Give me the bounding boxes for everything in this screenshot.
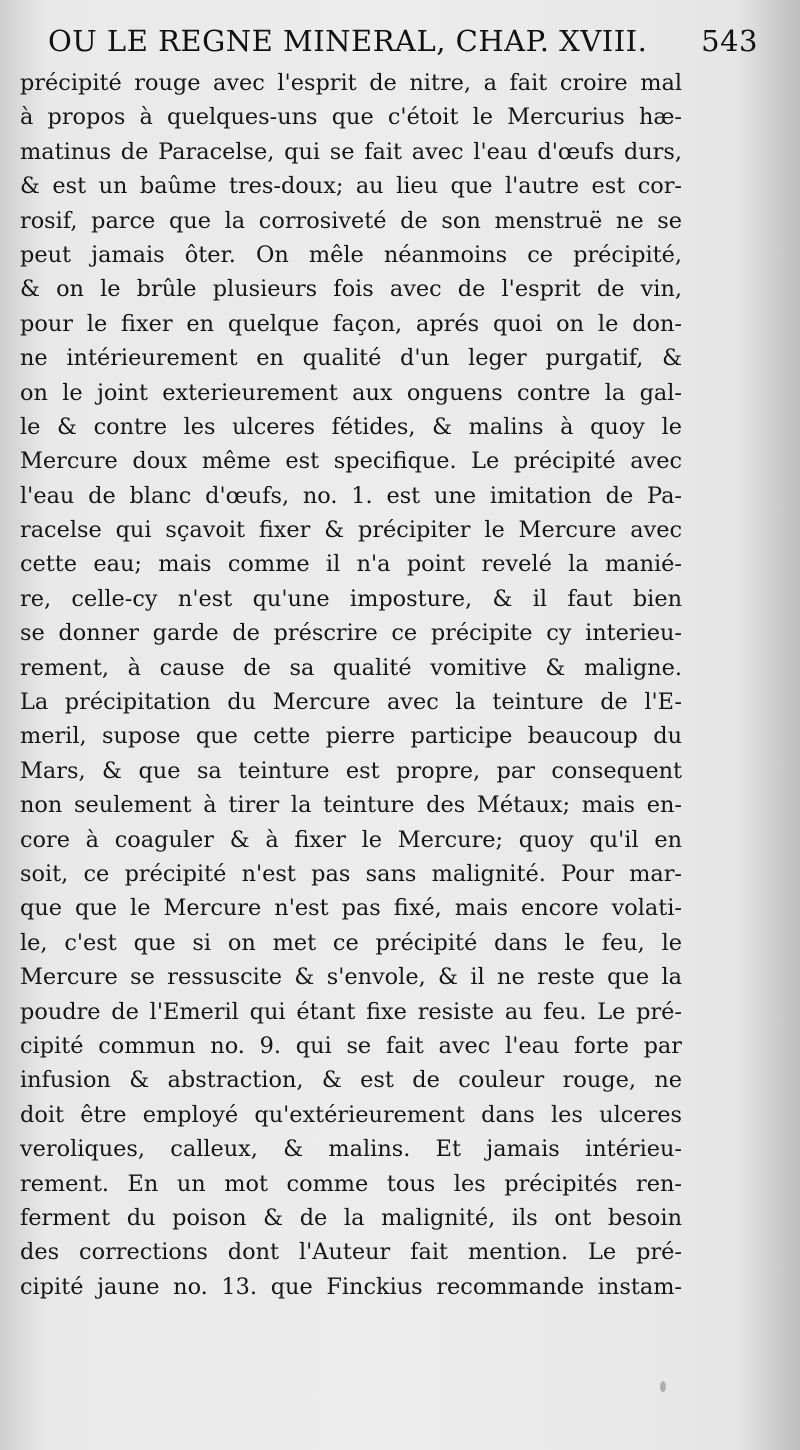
text-line: le, c'est que si on met ce précipité dans le feu, le (20, 929, 682, 956)
text-line: se donner garde de préscrire ce précipite cy interieu- (20, 620, 682, 647)
text-line: rosif, parce que la corrosiveté de son menstruë ne se (20, 207, 682, 234)
text-line: veroliques, calleux, & malins. Et jamais intérieu- (20, 1136, 682, 1163)
text-line: re, celle-cy n'est qu'une imposture, & il faut bien (20, 585, 682, 612)
body-text (20, 66, 682, 1304)
text-line: La précipitation du Mercure avec la teinture de l'E- (20, 689, 682, 716)
text-line: rement. En un mot comme tous les précipités ren- (20, 1170, 682, 1197)
text-line: peut jamais ôter. On mêle néanmoins ce précipité, (20, 241, 682, 268)
text-line: doit être employé qu'extérieurement dans les ulceres (20, 1101, 682, 1128)
text-line: poudre de l'Emeril qui étant fixe resiste au feu. Le pré- (20, 998, 682, 1025)
text-line: cette eau; mais comme il n'a point revelé la manié- (20, 551, 682, 578)
text-line: matinus de Paracelse, qui se fait avec l'eau d'œufs durs, (20, 138, 682, 165)
text-line: cipité commun no. 9. qui se fait avec l'eau forte par (20, 1032, 682, 1059)
text-line: soit, ce précipité n'est pas sans malignité. Pour mar- (20, 860, 682, 887)
page-number: 543 (701, 24, 758, 58)
text-line: ne intérieurement en qualité d'un leger purgatif, & (20, 345, 682, 372)
text-line: on le joint exterieurement aux onguens contre la gal- (20, 379, 682, 406)
text-line: Mercure doux même est specifique. Le précipité avec (20, 448, 682, 475)
running-header (42, 24, 758, 70)
running-title: OU LE REGNE MINERAL, CHAP. XVIII. (48, 24, 648, 58)
text-line: l'eau de blanc d'œufs, no. 1. est une imitation de Pa- (20, 482, 682, 509)
text-line: des corrections dont l'Auteur fait mention. Le pré- (20, 1239, 682, 1266)
text-line: le & contre les ulceres fétides, & malins à quoy le (20, 413, 682, 440)
text-line: non seulement à tirer la teinture des Métaux; mais en- (20, 792, 682, 819)
text-line: meril, supose que cette pierre participe beaucoup du (20, 723, 682, 750)
text-line: pour le fixer en quelque façon, aprés quoi on le don- (20, 310, 682, 337)
text-line: que que le Mercure n'est pas fixé, mais encore volati- (20, 895, 682, 922)
text-line: & on le brûle plusieurs fois avec de l'esprit de vin, (20, 276, 682, 303)
text-line: racelse qui sçavoit fixer & précipiter le Mercure avec (20, 517, 682, 544)
text-line: Mars, & que sa teinture est propre, par consequent (20, 757, 682, 784)
text-line: & est un baûme tres-doux; au lieu que l'autre est cor- (20, 173, 682, 200)
ink-speck (660, 1381, 666, 1392)
text-line: rement, à cause de sa qualité vomitive & maligne. (20, 654, 682, 681)
text-line: Mercure se ressuscite & s'envole, & il ne reste que la (20, 964, 682, 991)
text-line: à propos à quelques-uns que c'étoit le Mercurius hæ- (20, 104, 682, 131)
text-line: ferment du poison & de la malignité, ils ont besoin (20, 1204, 682, 1231)
text-line: core à coaguler & à fixer le Mercure; quoy qu'il en (20, 826, 682, 853)
text-line: infusion & abstraction, & est de couleur rouge, ne (20, 1067, 682, 1094)
text-line: cipité jaune no. 13. que Finckius recommande instam- (20, 1273, 682, 1300)
text-line: précipité rouge avec l'esprit de nitre, a fait croire mal (20, 70, 682, 96)
